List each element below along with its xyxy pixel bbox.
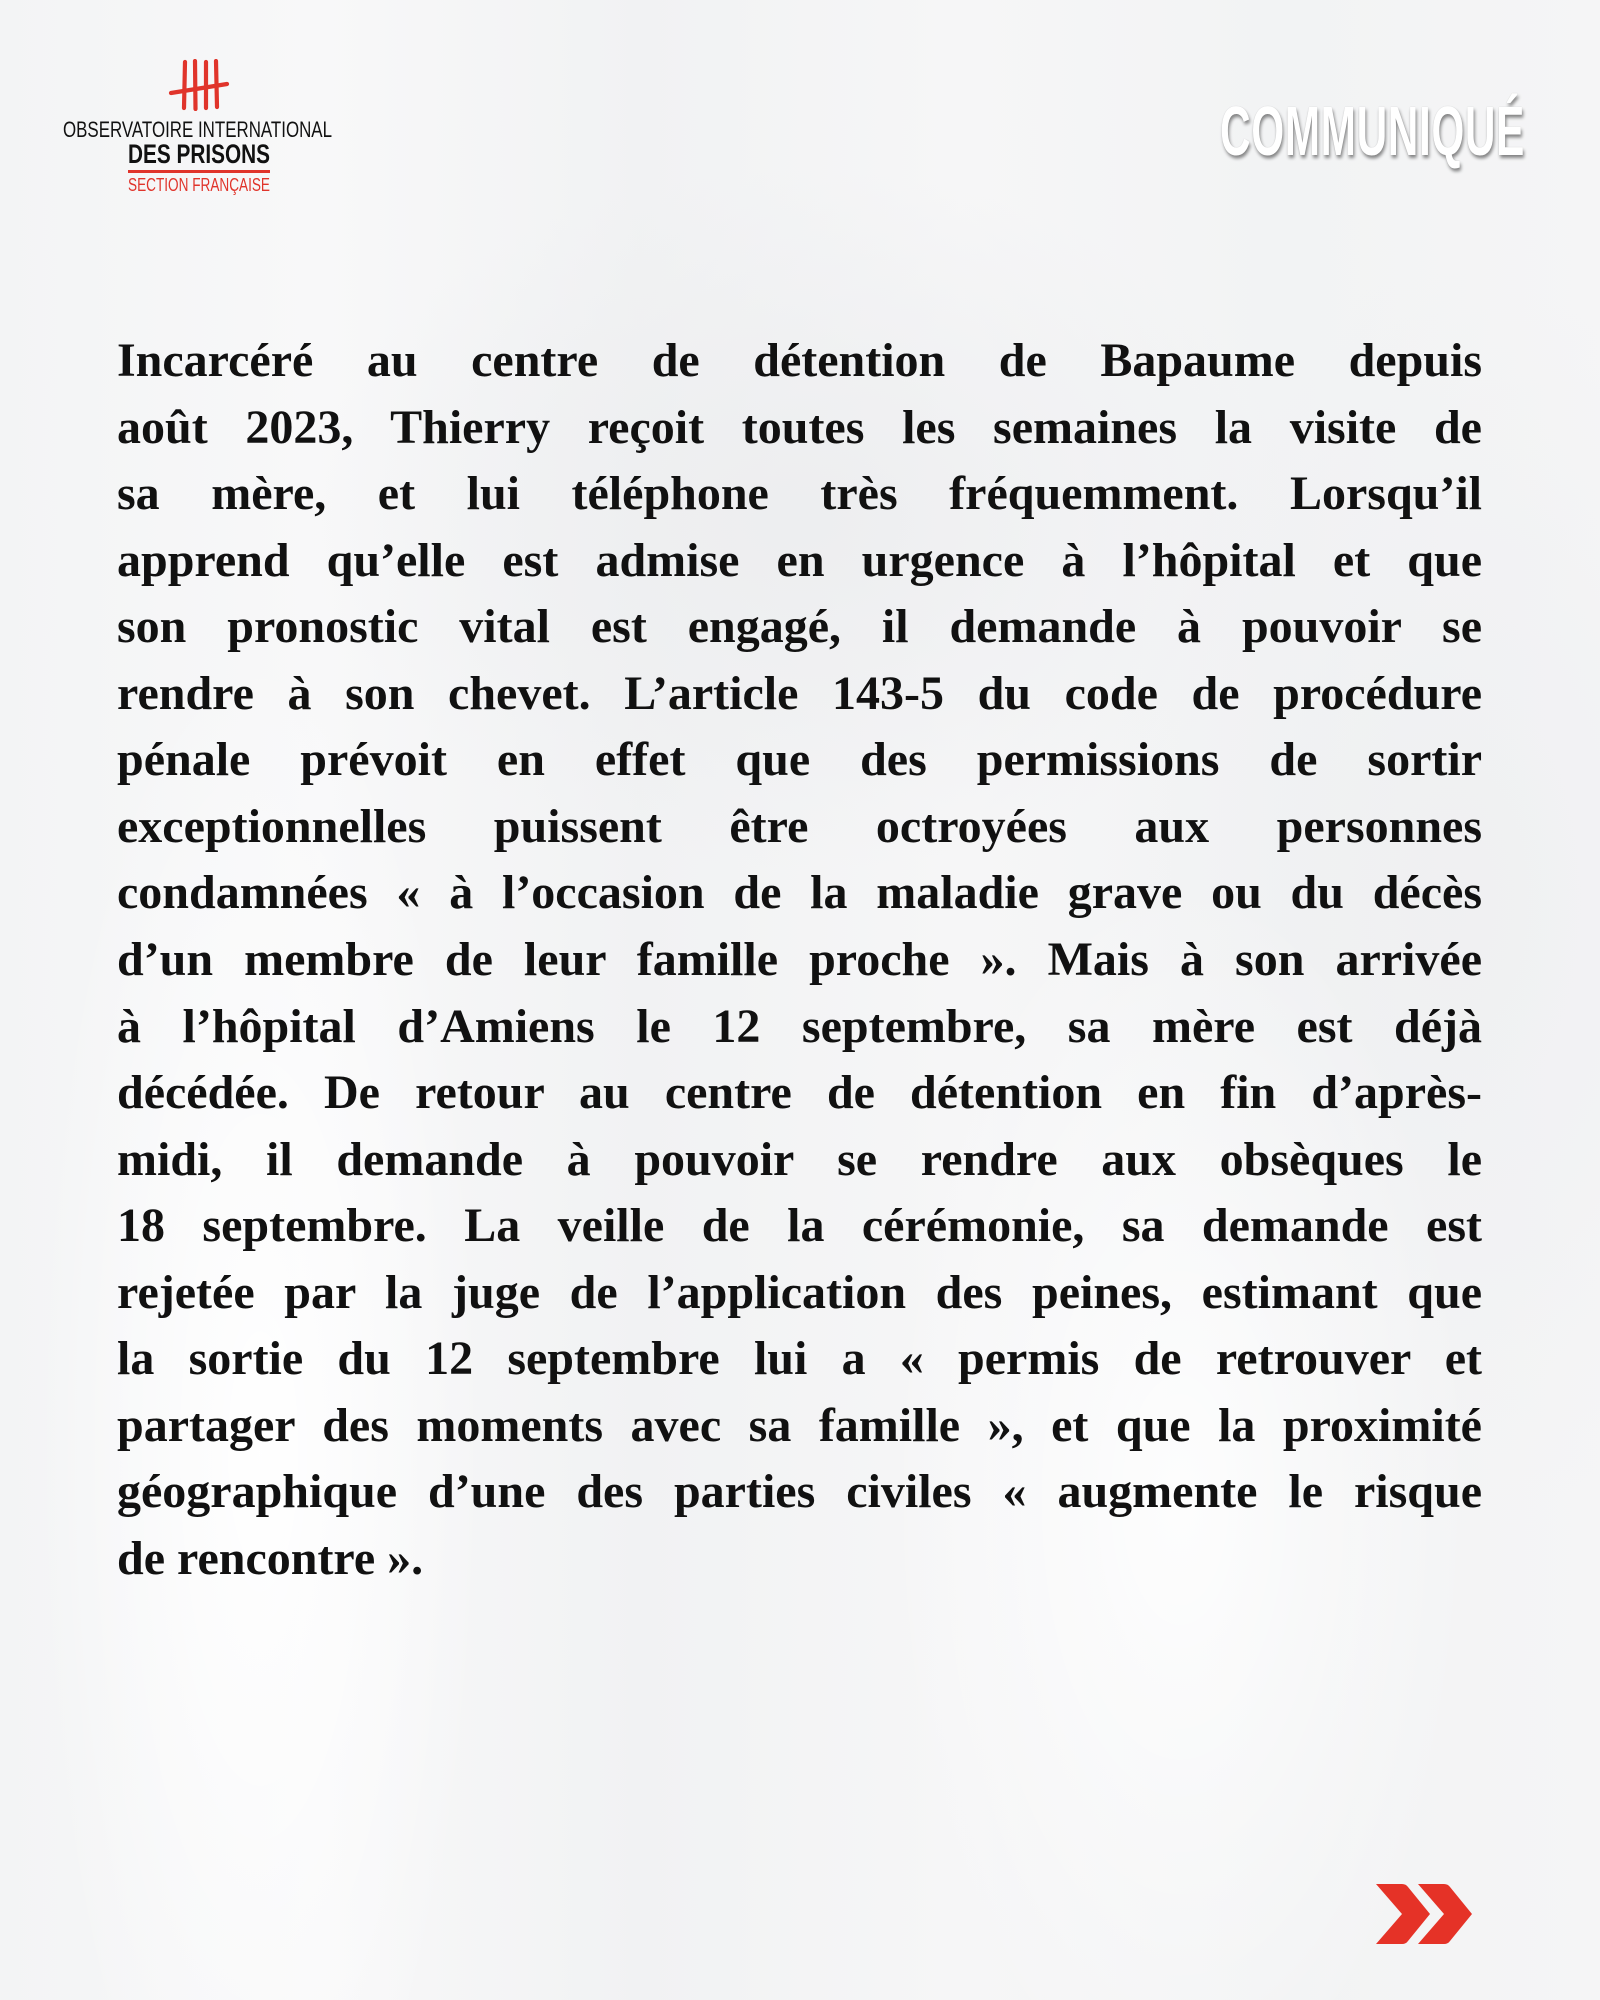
body-text-line bbox=[117, 799, 1482, 853]
body-text-line bbox=[117, 533, 1482, 587]
body-text-line bbox=[117, 999, 1482, 1053]
body-text-line bbox=[117, 1332, 1482, 1386]
body-text-line-content: rejetée par la juge de l’application des peines, estimant que bbox=[117, 1265, 1482, 1319]
body-text-line-content: sa mère, et lui téléphone très fréquemment. Lorsqu’il bbox=[117, 467, 1482, 521]
body-text-line-content: la sortie du 12 septembre lui a « permis de retrouver et bbox=[117, 1332, 1482, 1386]
body-text-line-content: d’un membre de leur famille proche ». Mais à son arrivée bbox=[117, 932, 1482, 986]
body-text-line bbox=[117, 1132, 1482, 1186]
body-text-line-content: apprend qu’elle est admise en urgence à l’hôpital et que bbox=[117, 533, 1482, 587]
body-text-line-content: exceptionnelles puissent être octroyées aux personnes bbox=[117, 799, 1482, 853]
body-text-line-content: à l’hôpital d’Amiens le 12 septembre, sa mère est déjà bbox=[117, 999, 1482, 1053]
body-text-line bbox=[117, 1465, 1482, 1519]
chevron-1 bbox=[1376, 1884, 1430, 1944]
body-text-line-content: pénale prévoit en effet que des permissions de sortir bbox=[117, 733, 1482, 787]
body-text-line-content: de rencontre ». bbox=[117, 1531, 424, 1585]
body-text-line-content: rendre à son chevet. L’article 143-5 du code de procédure bbox=[117, 666, 1482, 720]
body-text-line bbox=[117, 1531, 1482, 1585]
body-text-line-content: août 2023, Thierry reçoit toutes les semaines la visite de bbox=[117, 400, 1482, 454]
body-text-line-content: géographique d’une des parties civiles « augmente le risque bbox=[117, 1465, 1482, 1519]
body-text-line-content: décédée. De retour au centre de détention en fin d’après- bbox=[117, 1066, 1482, 1120]
body-text-line-content: partager des moments avec sa famille », et que la proximité bbox=[117, 1398, 1482, 1452]
body-text-line bbox=[117, 1066, 1482, 1120]
body-text-line bbox=[117, 666, 1482, 720]
body-text-line-content: Incarcéré au centre de détention de Bapaume depuis bbox=[117, 334, 1482, 387]
logo-text-line-3: SECTION FRANÇAISE bbox=[128, 175, 270, 195]
double-chevron-right-icon[interactable] bbox=[1372, 1880, 1476, 1948]
body-text-line bbox=[117, 1199, 1482, 1253]
body-text-line bbox=[117, 932, 1482, 986]
logo-text-line-2: DES PRISONS bbox=[128, 139, 270, 169]
document-type-label: COMMUNIQUÉ bbox=[1220, 92, 1525, 170]
body-text-line bbox=[117, 733, 1482, 787]
body-text-line-content: condamnées « à l’occasion de la maladie grave ou du décès bbox=[117, 866, 1482, 920]
body-text-line bbox=[117, 400, 1482, 454]
body-text-line-content: midi, il demande à pouvoir se rendre aux obsèques le bbox=[117, 1132, 1482, 1186]
body-text-line bbox=[117, 1265, 1482, 1319]
body-text-line bbox=[117, 334, 1482, 387]
logo-text-line-1: OBSERVATOIRE INTERNATIONAL bbox=[63, 117, 332, 142]
body-text-line-content: 18 septembre. La veille de la cérémonie, sa demande est bbox=[117, 1199, 1482, 1253]
body-text-line bbox=[117, 866, 1482, 920]
body-text-line bbox=[117, 1398, 1482, 1452]
body-text-line bbox=[117, 600, 1482, 654]
body-text-line-content: son pronostic vital est engagé, il demande à pouvoir se bbox=[117, 600, 1482, 654]
body-text-line bbox=[117, 467, 1482, 521]
